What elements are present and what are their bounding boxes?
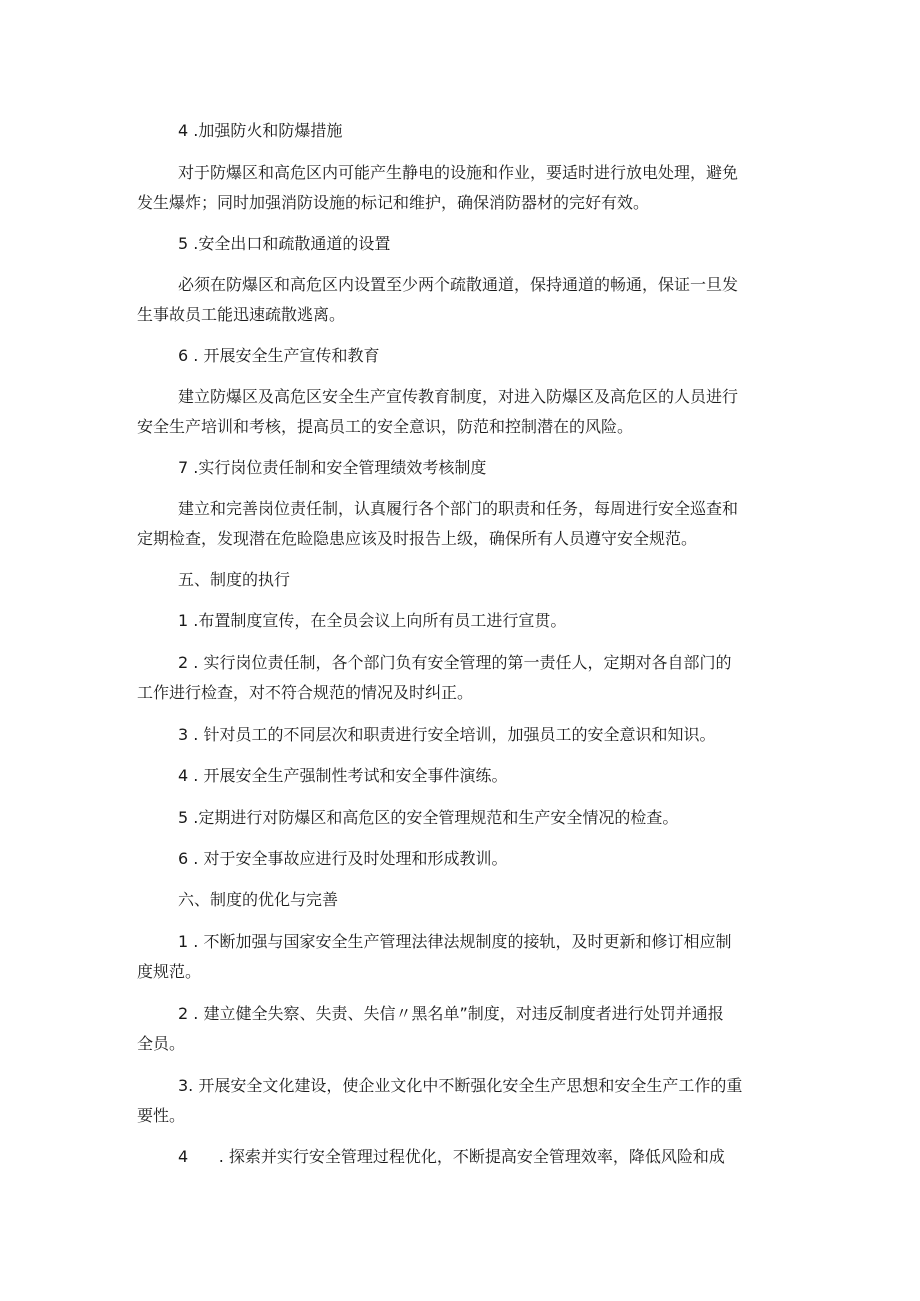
list-item: 5 .定期进行对防爆区和高危区的安全管理规范和生产安全情况的检查。 xyxy=(178,808,679,827)
list-item: 2 . 实行岗位责任制，各个部门负有安全管理的第一责任人，定期对各自部门的 xyxy=(178,653,732,672)
heading-safety-education: 6 . 开展安全生产宣传和教育 xyxy=(178,346,380,365)
list-item-continuation: 工作进行检查，对不符合规范的情况及时纠正。 xyxy=(137,683,474,702)
paragraph-line: 发生爆炸；同时加强消防设施的标记和维护，确保消防器材的完好有效。 xyxy=(137,193,650,212)
paragraph-line: 生事故员工能迅速疏散逃离。 xyxy=(137,305,346,324)
heading-fire-explosion-prevention: 4 .加强防火和防爆措施 xyxy=(178,121,343,140)
paragraph-line: 建立防爆区及高危区安全生产宣传教育制度，对进入防爆区及高危区的人员进行 xyxy=(178,387,739,406)
list-item: 4 . 探索并实行安全管理过程优化，不断提高安全管理效率，降低风险和成 xyxy=(178,1147,725,1166)
list-item: 3. 开展安全文化建设，使企业文化中不断强化安全生产思想和安全生产工作的重 xyxy=(178,1076,743,1095)
list-item: 6 . 对于安全事故应进行及时处理和形成教训。 xyxy=(178,849,508,868)
paragraph-line: 必须在防爆区和高危区内设置至少两个疏散通道，保持通道的畅通，保证一旦发 xyxy=(178,275,739,294)
list-item: 1 . 不断加强与国家安全生产管理法律法规制度的接轨，及时更新和修订相应制 xyxy=(178,932,732,951)
paragraph-line: 对于防爆区和高危区内可能产生静电的设施和作业，要适时进行放电处理，避免 xyxy=(178,163,739,182)
list-item-continuation: 要性。 xyxy=(137,1106,186,1125)
list-item: 2 . 建立健全失察、失责、失信〃黑名单”制度，对违反制度者进行处罚并通报 xyxy=(178,1004,724,1023)
list-item: 3 . 针对员工的不同层次和职责进行安全培训，加强员工的安全意识和知识。 xyxy=(178,725,716,744)
list-item: 1 .布置制度宣传，在全员会议上向所有员工进行宣贯。 xyxy=(178,611,567,630)
section-heading-optimization: 六、制度的优化与完善 xyxy=(178,890,339,909)
list-item: 4 . 开展安全生产强制性考试和安全事件演练。 xyxy=(178,766,508,785)
section-heading-execution: 五、制度的执行 xyxy=(178,570,291,589)
heading-responsibility-system: 7 .实行岗位责任制和安全管理绩效考核制度 xyxy=(178,458,487,477)
heading-safety-exits: 5 .安全出口和疏散通道的设置 xyxy=(178,234,391,253)
paragraph-line: 建立和完善岗位责任制，认真履行各个部门的职责和任务，每周进行安全巡查和 xyxy=(178,499,739,518)
paragraph-line: 安全生产培训和考核，提高员工的安全意识，防范和控制潜在的风险。 xyxy=(137,417,634,436)
list-item-continuation: 全员。 xyxy=(137,1034,186,1053)
paragraph-line: 定期检查，发现潜在危睑隐患应该及时报告上级，确保所有人员遵守安全规范。 xyxy=(137,529,698,548)
list-item-continuation: 度规范。 xyxy=(137,962,202,981)
